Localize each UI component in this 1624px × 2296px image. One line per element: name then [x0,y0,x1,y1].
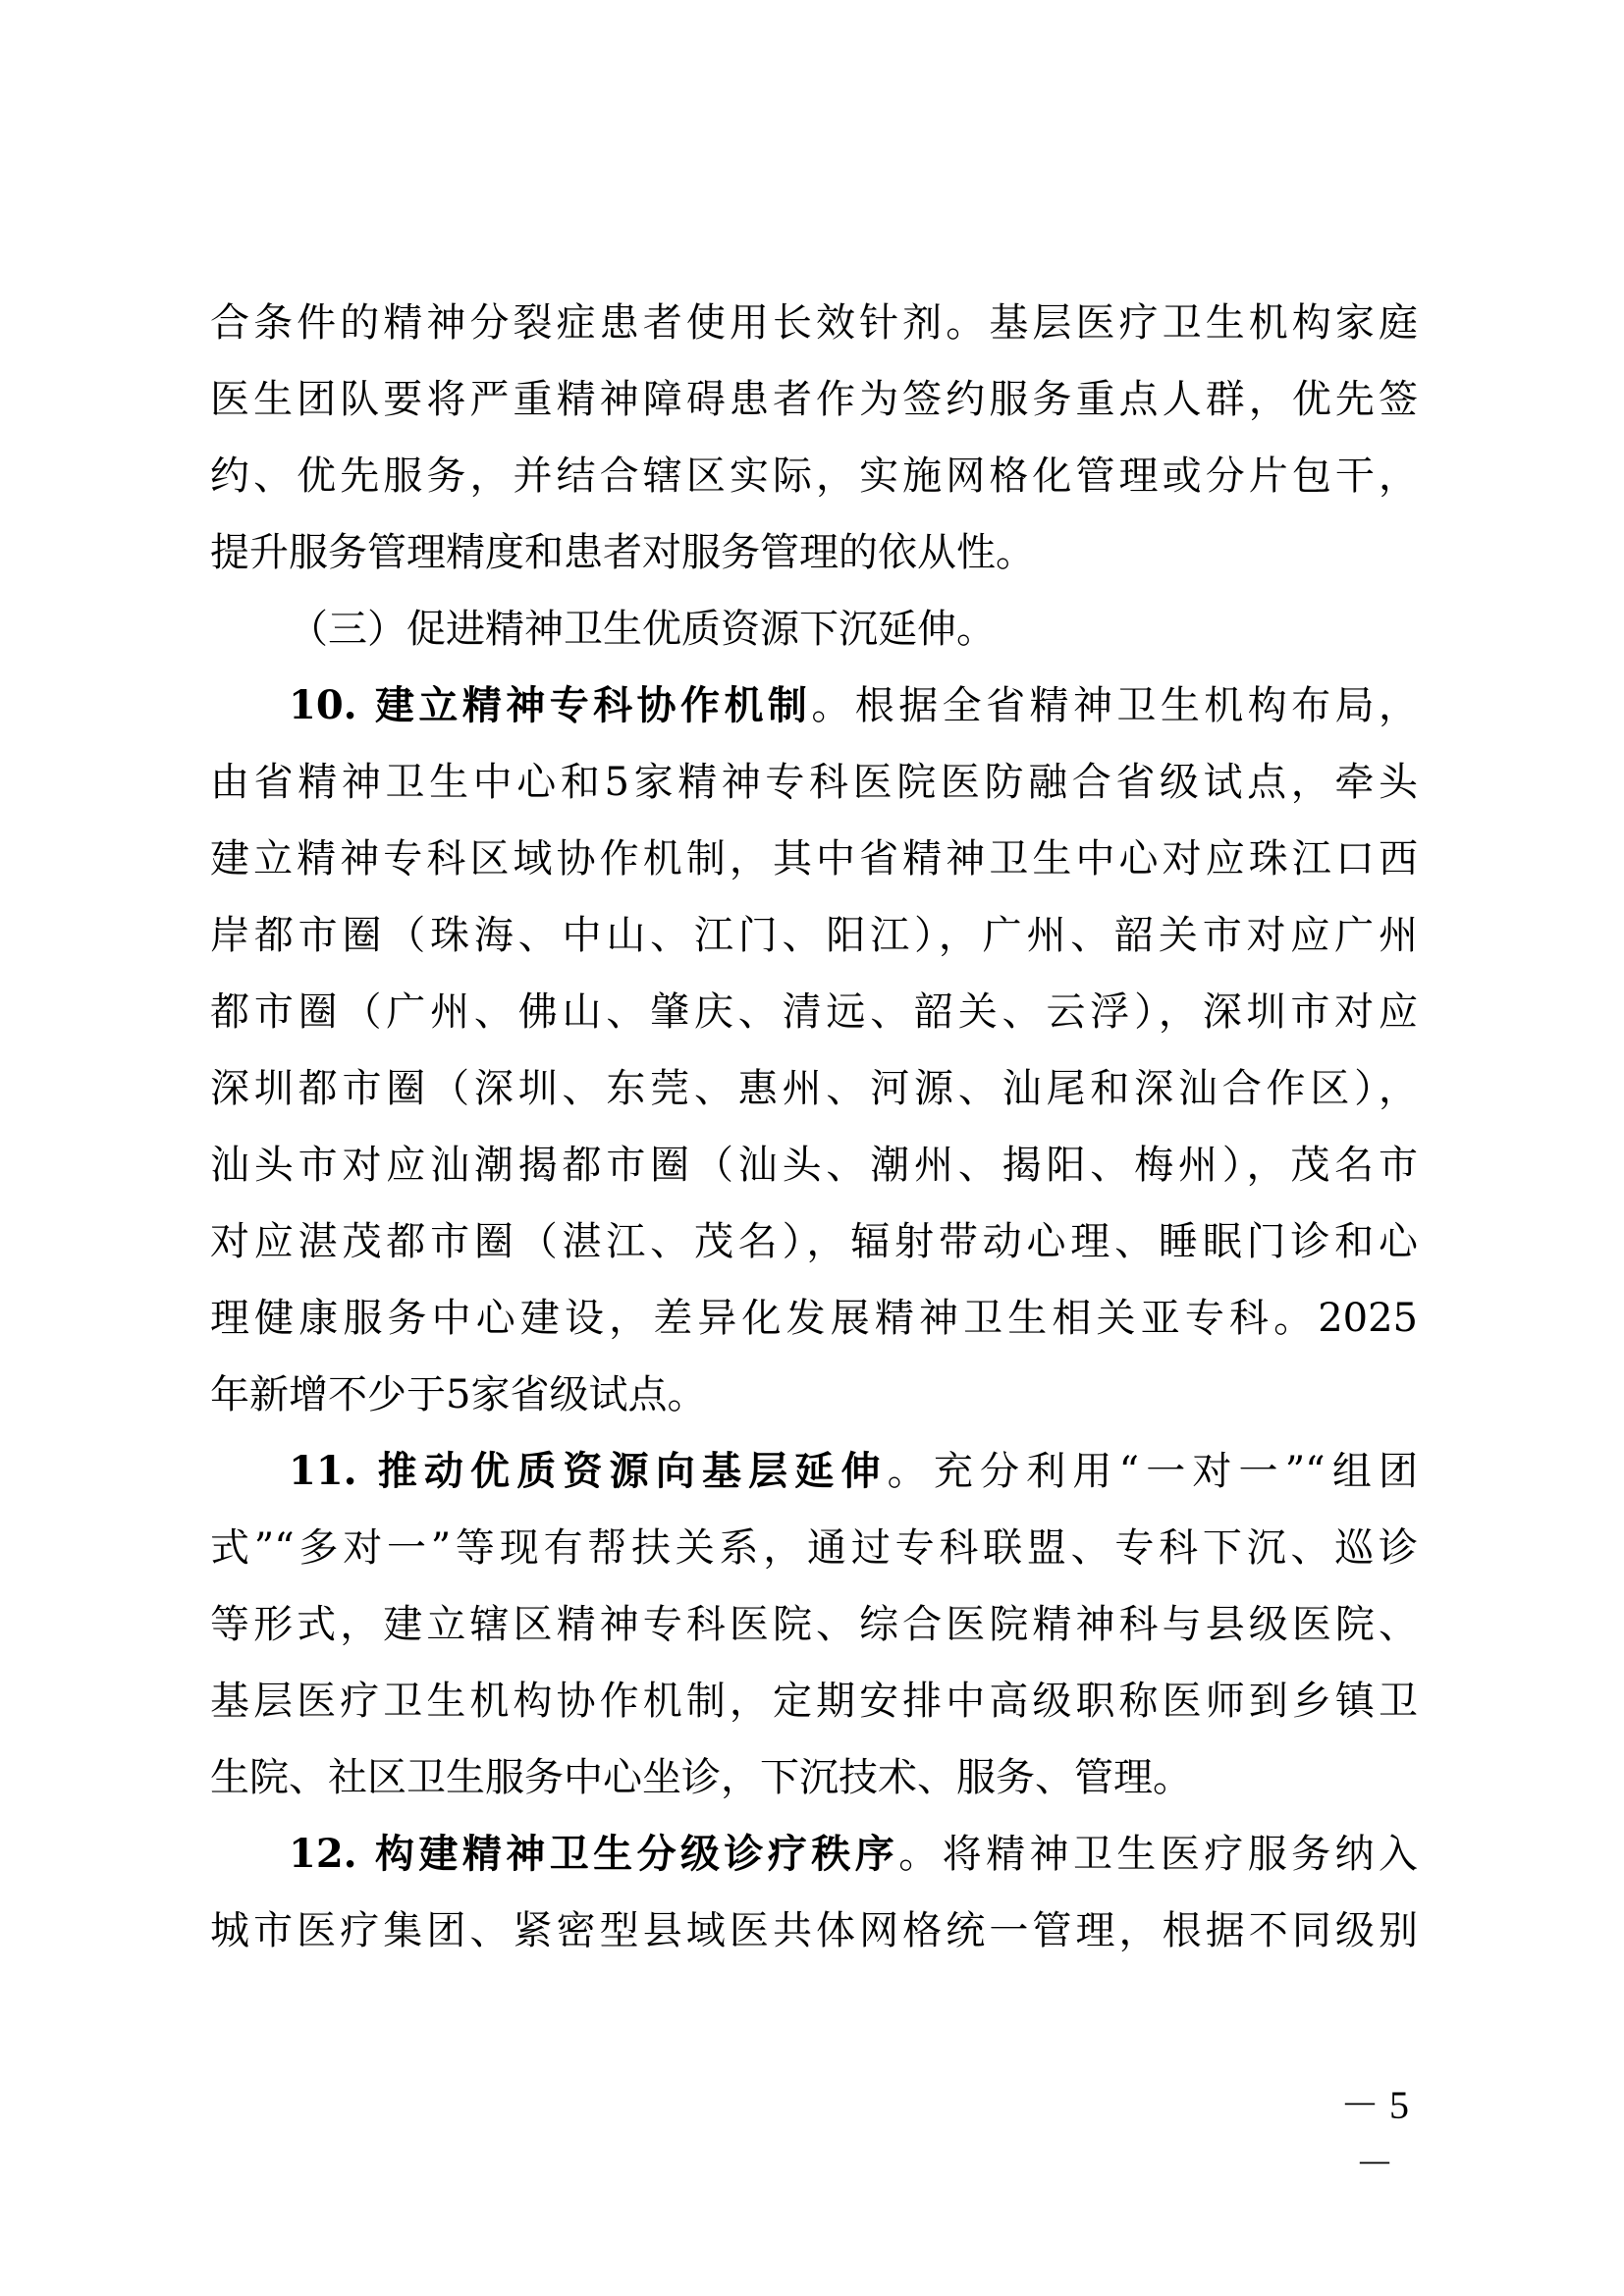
text-line: 合条件的精神分裂症患者使用长效针剂。基层医疗卫生机构家庭 [210,300,1418,346]
item-text: 。将精神卫生医疗服务纳入 [898,1832,1419,1877]
text-line: 都市圈（广州、佛山、肇庆、清远、韶关、云浮），深圳市对应 [210,989,1418,1035]
item-text: 。充分利用“一对一”“组团 [887,1449,1418,1494]
text-line: 提升服务管理精度和患者对服务管理的依从性。 [210,530,1035,575]
text-line: 生院、社区卫生服务中心坐诊，下沉技术、服务、管理。 [210,1755,1192,1800]
paragraph-item-10 [210,667,1418,1433]
text-line [210,1433,1418,1510]
paragraph [210,285,1418,591]
text-line: 年新增不少于5家省级试点。 [210,1372,707,1417]
text-line: 深圳都市圈（深圳、东莞、惠州、河源、汕尾和深汕合作区）， [210,1066,1418,1111]
text-line: 理健康服务中心建设，差异化发展精神卫生相关亚专科。2025 [210,1296,1418,1341]
document-body [210,285,1418,1969]
paragraph-item-11 [210,1433,1418,1816]
text-line: 基层医疗卫生机构协作机制，定期安排中高级职称医师到乡镇卫 [210,1679,1418,1724]
item-text: 。根据全省精神卫生机构布局， [811,683,1419,728]
text-line: 汕头市对应汕潮揭都市圈（汕头、潮州、揭阳、梅州），茂名市 [210,1143,1418,1188]
text-line: 由省精神卫生中心和5家精神专科医院医防融合省级试点，牵头 [210,760,1418,805]
text-line [210,667,1418,744]
text-line: 岸都市圈（珠海、中山、江门、阳江），广州、韶关市对应广州 [210,913,1418,958]
item-title: 12. 构建精神卫生分级诊疗秩序 [289,1831,899,1877]
page-number: － 5 － [1340,2083,1409,2186]
item-title: 10. 建立精神专科协作机制 [289,682,812,728]
section-heading-text: （三）促进精神卫生优质资源下沉延伸。 [289,607,996,652]
text-line: 约、优先服务，并结合辖区实际，实施网格化管理或分片包干， [210,454,1418,499]
section-heading [210,591,1418,667]
paragraph-item-12 [210,1816,1418,1969]
text-line: 对应湛茂都市圈（湛江、茂名），辐射带动心理、睡眠门诊和心 [210,1219,1418,1264]
text-line: 建立精神专科区域协作机制，其中省精神卫生中心对应珠江口西 [210,836,1418,881]
item-title: 11. 推动优质资源向基层延伸 [289,1448,888,1494]
text-line: 医生团队要将严重精神障碍患者作为签约服务重点人群，优先签 [210,377,1418,422]
text-line: 式”“多对一”等现有帮扶关系，通过专科联盟、专科下沉、巡诊 [210,1525,1418,1571]
text-line: 等形式，建立辖区精神专科医院、综合医院精神科与县级医院、 [210,1602,1418,1647]
text-line: 城市医疗集团、紧密型县域医共体网格统一管理，根据不同级别 [210,1908,1418,1953]
text-line [210,1816,1418,1893]
